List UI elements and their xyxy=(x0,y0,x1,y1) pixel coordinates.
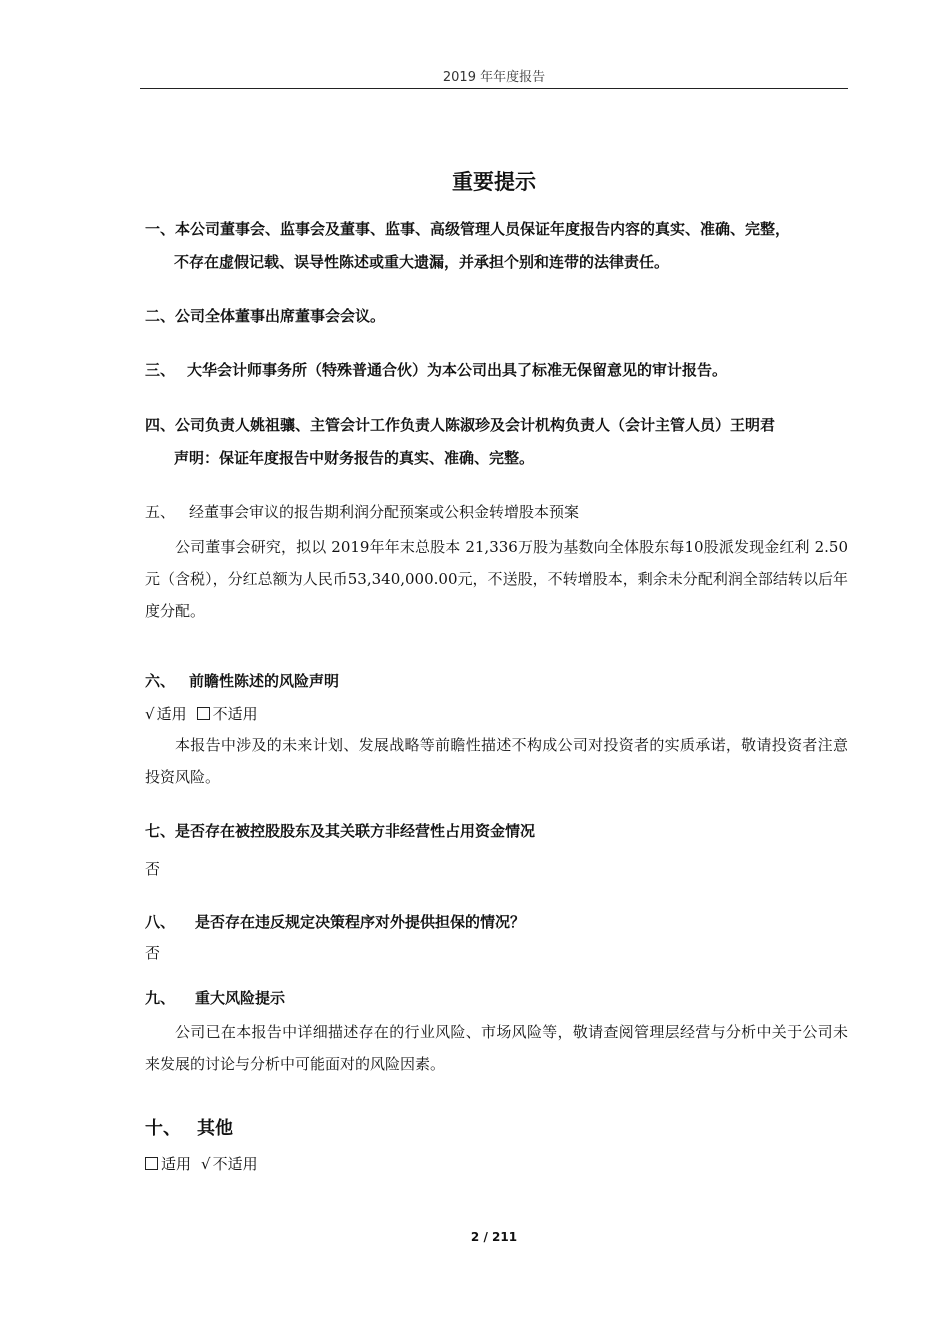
section-7-heading: 是否存在被控股股东及其关联方非经营性占用资金情况 xyxy=(175,822,536,840)
section-2-text: 公司全体董事出席董事会会议。 xyxy=(175,307,386,325)
section-8-answer: 否 xyxy=(145,944,161,962)
section-3-text: 大华会计师事务所（特殊普通合伙）为本公司出具了标准无保留意见的审计报告。 xyxy=(187,361,728,379)
section-6-number: 六、 xyxy=(145,672,176,690)
section-3 xyxy=(145,359,850,380)
section-9-number: 九、 xyxy=(145,989,176,1007)
section-6-heading: 前瞻性陈述的风险声明 xyxy=(189,672,340,690)
page-title: 重要提示 xyxy=(452,170,536,194)
section-8-number: 八、 xyxy=(145,913,176,931)
section-8-heading: 是否存在违反规定决策程序对外提供担保的情况？ xyxy=(195,913,526,931)
page-number: 2 / 211 xyxy=(470,1230,518,1244)
section-5-heading: 经董事会审议的报告期利润分配预案或公积金转增股本预案 xyxy=(189,503,580,521)
section-5-body: 公司董事会研究，拟以 2019年年末总股本 21,336万股为基数向全体股东每10股派发现金红利 2.50元（含税），分红总额为人民币53,340,000.00元，不送股，不转增股本，剩余未分配利润全部结转以后年度分配。 xyxy=(145,538,848,620)
section-7-number: 七、 xyxy=(145,822,176,840)
section-4-number: 四、 xyxy=(145,416,176,434)
section-6-applicability xyxy=(145,703,258,724)
check-mark-icon: √ xyxy=(201,1155,211,1173)
section-1-number: 一、 xyxy=(145,220,176,238)
section-4-text-1: 公司负责人姚祖骧、主管会计工作负责人陈淑珍及会计机构负责人（会计主管人员）王明君 xyxy=(175,416,776,434)
section-6-body: 本报告中涉及的未来计划、发展战略等前瞻性描述不构成公司对投资者的实质承诺，敬请投资者注意投资风险。 xyxy=(145,736,848,786)
section-5-heading-row xyxy=(145,501,850,522)
header-rule xyxy=(140,88,848,89)
section-8-heading-row xyxy=(145,911,850,932)
section-1-line-1 xyxy=(145,218,850,239)
section-10-number: 十、 xyxy=(145,1118,181,1139)
section-9-heading-row xyxy=(145,987,850,1008)
section-1-text-1: 本公司董事会、监事会及董事、监事、高级管理人员保证年度报告内容的真实、准确、完整， xyxy=(175,220,791,238)
section-7-heading-row xyxy=(145,820,850,841)
running-header: 2019 年年度报告 xyxy=(442,70,546,85)
section-10-heading: 其他 xyxy=(197,1118,233,1139)
section-1-line-2: 不存在虚假记载、误导性陈述或重大遗漏，并承担个别和连带的法律责任。 xyxy=(174,253,670,271)
section-9-heading: 重大风险提示 xyxy=(195,989,286,1007)
section-10-heading-row xyxy=(145,1114,850,1140)
applicable-label: 适用 xyxy=(161,1155,192,1173)
section-2-number: 二、 xyxy=(145,307,176,325)
section-10-applicability xyxy=(145,1153,258,1174)
section-4-line-2: 声明：保证年度报告中财务报告的真实、准确、完整。 xyxy=(174,449,535,467)
check-mark-icon: √ xyxy=(145,705,155,723)
section-3-number: 三、 xyxy=(145,361,176,379)
empty-checkbox-icon xyxy=(145,1157,158,1170)
section-4-line-1 xyxy=(145,414,850,435)
not-applicable-label: 不适用 xyxy=(212,1155,258,1173)
section-2 xyxy=(145,305,850,326)
section-7-answer: 否 xyxy=(145,860,161,878)
section-9-body: 公司已在本报告中详细描述存在的行业风险、市场风险等，敬请查阅管理层经营与分析中关于公司未来发展的讨论与分析中可能面对的风险因素。 xyxy=(145,1023,848,1073)
empty-checkbox-icon xyxy=(197,707,210,720)
section-6-heading-row xyxy=(145,670,850,691)
section-5-number: 五、 xyxy=(145,503,176,521)
applicable-label: 适用 xyxy=(156,705,187,723)
not-applicable-label: 不适用 xyxy=(212,705,258,723)
